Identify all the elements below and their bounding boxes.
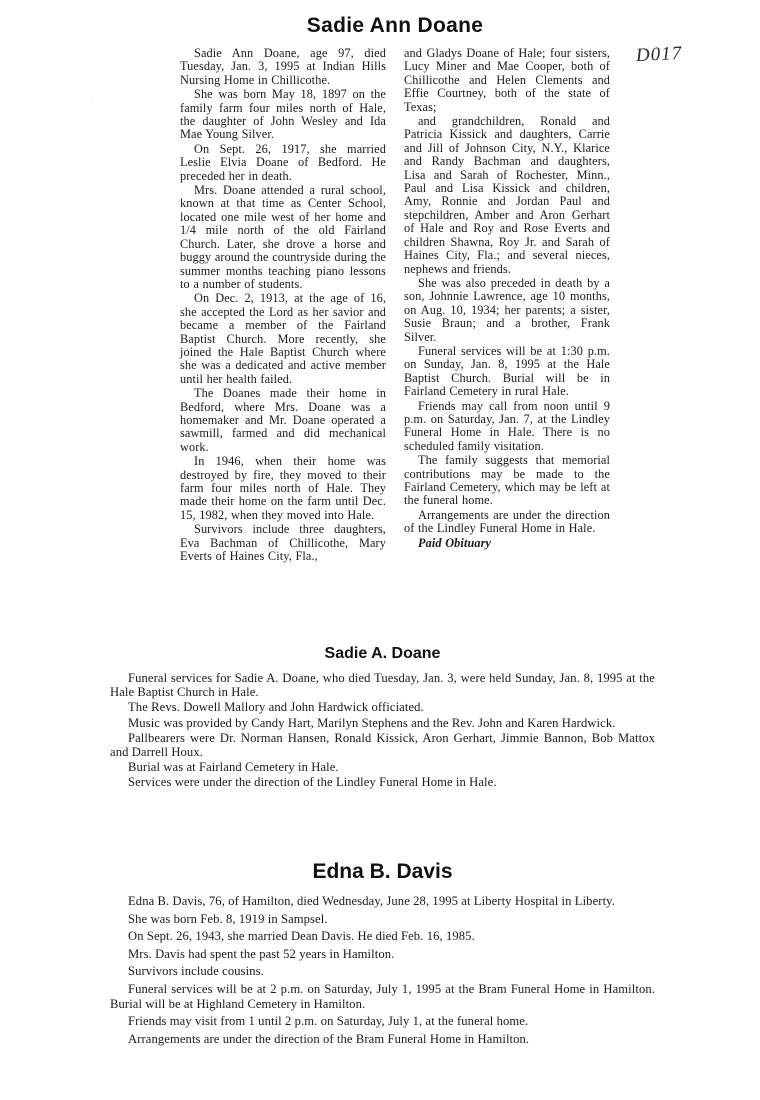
column-left (180, 47, 386, 564)
paragraph: Pallbearers were Dr. Norman Hansen, Ronald Kissick, Aron Gerhart, Jimmie Bannon, Bob Mattox and Darrell Houx. (110, 730, 655, 760)
paragraph: Arrangements are under the direction of the Lindley Funeral Home in Hale. (404, 507, 610, 536)
paragraph: Survivors include three daughters, Eva Bachman of Chillicothe, Mary Everts of Haines City, Fla., (180, 522, 386, 564)
paragraph: Mrs. Doane attended a rural school, known at that time as Center School, located one mile west of her home and 1/4 mile north of the old Fairland Church. Later, she drove a horse and buggy around the countryside during the summer months teaching piano lessons to a number of students. (180, 183, 386, 291)
paragraph: Sadie Ann Doane, age 97, died Tuesday, Jan. 3, 1995 at Indian Hills Nursing Home in Chillicothe. (180, 46, 386, 87)
paragraph: Friends may call from noon until 9 p.m. on Saturday, Jan. 7, at the Lindley Funeral Home in Hale. There is no scheduled family visitation. (404, 398, 610, 453)
paragraph: Friends may visit from 1 until 2 p.m. on Saturday, July 1, at the funeral home. (128, 1014, 529, 1029)
paragraph: Survivors include cousins. (128, 964, 264, 979)
article-headline: Sadie A. Doane (324, 645, 441, 662)
paragraph: Mrs. Davis had spent the past 52 years in Hamilton. (128, 946, 395, 961)
paragraph: She was born May 18, 1897 on the family farm four miles north of Hale, the daughter of John Wesley and Ida Mae Young Silver. (180, 87, 386, 142)
catalog-reference-mark: D017 (635, 42, 683, 67)
paragraph: The Doanes made their home in Bedford, where Mrs. Doane was a homemaker and Mr. Doane operated a sawmill, farmed and did mechanical work. (180, 386, 386, 454)
paragraph: She was also preceded in death by a son, Johnnie Lawrence, age 10 months, on Aug. 10, 1934; her parents; a sister, Susie Braun; and a brother, Frank Silver. (404, 275, 610, 344)
paragraph: Funeral services will be at 1:30 p.m. on Sunday, Jan. 8, 1995 at the Hale Baptist Church. Burial will be in Fairland Cemetery in rural Hale. (404, 343, 610, 399)
paragraph: and grandchildren, Ronald and Patricia Kissick and daughters, Carrie and Jill of Johnson City, N.Y., Klarice and Randy Bachman and daughters, Lisa and Sarah of Rochester, Minn., Paul and Lisa Kissick and children, Amy, Ronnie and Jordan Paul and stepchildren, Amber and Aron Gerhart of Hale and Roy and Rose Everts and children Shawna, Roy Jr. and Sarah of Haines City, Fla.; and several nieces, nephews and friends. (404, 114, 610, 276)
obituary-article-edna-b-davis (110, 860, 655, 1049)
page-title: Sadie Ann Doane (306, 14, 484, 37)
obituary-article-sadie-a-doane (110, 645, 655, 791)
paragraph: The Revs. Dowell Mallory and John Hardwick officiated. (128, 700, 424, 715)
paragraph: and Gladys Doane of Hale; four sisters, Lucy Miner and Mae Cooper, both of Chillicothe and Helen Clements and Effie Courtney, both of the state of Texas; (404, 46, 610, 114)
paragraph: On Sept. 26, 1917, she married Leslie Elvia Doane of Bedford. He preceded her in death. (180, 141, 386, 183)
paragraph: Funeral services will be at 2 p.m. on Saturday, July 1, 1995 at the Bram Funeral Home in Hamilton. Burial will be at Highland Cemetery in Hamilton. (110, 981, 655, 1011)
paragraph: Music was provided by Candy Hart, Marilyn Stephens and the Rev. John and Karen Hardwick. (128, 715, 616, 730)
paragraph: On Sept. 26, 1943, she married Dean Davis. He died Feb. 16, 1985. (128, 929, 475, 944)
paragraph: Arrangements are under the direction of the Bram Funeral Home in Hamilton. (128, 1031, 530, 1046)
paragraph: Edna B. Davis, 76, of Hamilton, died Wednesday, June 28, 1995 at Liberty Hospital in Liberty. (128, 894, 615, 908)
paragraph: Funeral services for Sadie A. Doane, who died Tuesday, Jan. 3, were held Sunday, Jan. 8, 1995 at the Hale Baptist Church in Hale. (110, 671, 655, 700)
column-right (404, 47, 610, 564)
two-column-layout (180, 47, 610, 564)
paragraph: She was born Feb. 8, 1919 in Sampsel. (128, 911, 328, 926)
paragraph: The family suggests that memorial contributions may be made to the Fairland Cemetery, which may be left at the funeral home. (404, 453, 610, 508)
paragraph: On Dec. 2, 1913, at the age of 16, she accepted the Lord as her savior and became a member of the Fairland Baptist Church. More recently, she joined the Hale Baptist Church where she was a dedicated and active member until her health failed. (180, 291, 386, 386)
article-headline: Edna B. Davis (312, 860, 453, 883)
obituary-article-sadie-ann-doane (180, 14, 610, 564)
paragraph: In 1946, when their home was destroyed by fire, they moved to their farm four miles north of Hale. They made their home on the farm until Dec. 15, 1982, when they moved into Hale. (180, 454, 386, 522)
paid-obituary-note: Paid Obituary (418, 535, 492, 550)
paragraph: Burial was at Fairland Cemetery in Hale. (128, 760, 339, 775)
paragraph: Services were under the direction of the Lindley Funeral Home in Hale. (128, 775, 497, 790)
